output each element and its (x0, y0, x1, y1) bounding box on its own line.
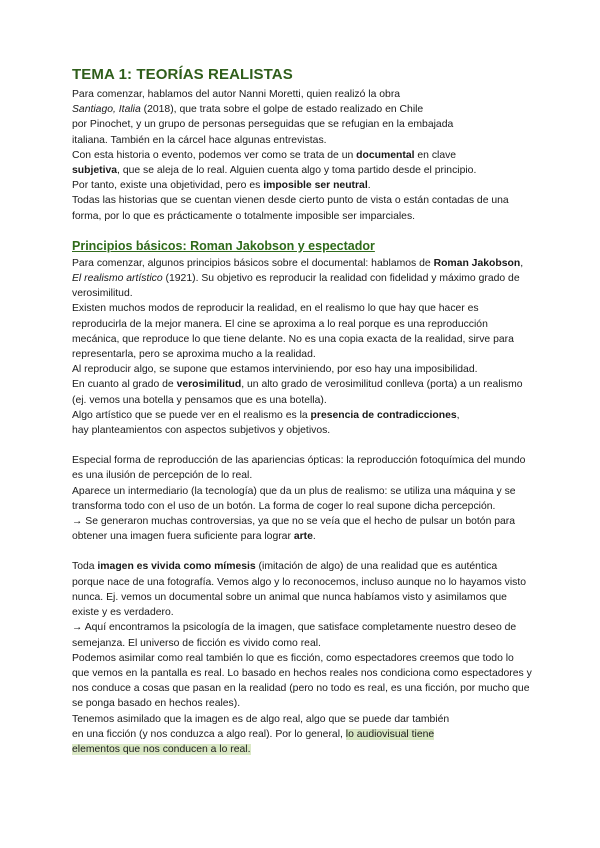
conclusion-paragraph: Tenemos asimilado que la imagen es de algo real, algo que se puede dar también en una ficción (y nos conduzca a algo real). Por lo general, lo audiovisual tiene elementos que nos conducen a lo real. (72, 713, 450, 755)
psicologia-paragraph: → Aquí encontramos la psicología de la imagen, que satisface completamente nuestro deseo de semejanza. El universo de ficción es vivido como real. (72, 622, 517, 649)
modos-paragraph: Existen muchos modos de reproducir la realidad, en el realismo lo que hay que hacer es reproducirla de la mejor manera. El cine se aproxima a lo real porque es una reproducción mecánica, que reproduce lo que tiene delante. No es una copia exacta de la realidad, sirve para representarla, pero se aproxima mucho a la realidad. (72, 303, 514, 361)
section-title-principios: Principios básicos: Roman Jakobson y espectador (72, 238, 375, 253)
ficcion-paragraph: Podemos asimilar como real también lo que es ficción, como espectadores creemos que todo lo que vemos en la pantalla es real. Lo basado en hechos reales nos condiciona como espectadores y nos conduce a cosas que pasan en la realidad (pero no todo es real, es una ficción, por mucho que se ponga basado en hechos reales). (72, 652, 532, 710)
page-title: TEMA 1: TEORÍAS REALISTAS (72, 66, 293, 83)
highlighted-text: elementos que nos conducen a lo real. (72, 743, 251, 755)
imposibilidad-paragraph: Al reproducir algo, se supone que estamos interviniendo, por eso hay una imposibilidad. (72, 364, 478, 376)
intro-paragraph: Para comenzar, hablamos del autor Nanni Moretti, quien realizó la obra Santiago, Italia (2018), que trata sobre el golpe de estado realizado en Chile por Pinochet, y un grupo de personas perseguidas que se refugian en la embajada italiana. También en la cárcel hace algunas entrevistas. (72, 89, 454, 146)
verosimilitud-paragraph: En cuanto al grado de verosimilitud, un alto grado de verosimilitud conlleva (porta) a un realismo (ej. vemos una botella y pensamos que es una botella). (72, 379, 523, 406)
document-page (72, 66, 532, 757)
documental-paragraph: Con esta historia o evento, podemos ver como se trata de un documental en clave subjetiva, que se aleja de lo real. Alguien cuenta algo y toma partido desde el principio. Por tanto, existe una objetividad, pero es imposible ser neutral. (72, 149, 477, 192)
jakobson-paragraph: Para comenzar, algunos principios básicos sobre el documental: hablamos de Roman Jakobson, El realismo artístico (1921). Su objetivo es reproducir la realidad con fidelidad y máximo grado de verosimilitud. (72, 257, 524, 300)
controversias-paragraph: → Se generaron muchas controversias, ya que no se veía que el hecho de pulsar un botón para obtener una imagen fuera suficiente para lograr arte. (72, 516, 516, 543)
intermediario-paragraph: Aparece un intermediario (la tecnología) que da un plus de realismo: se utiliza una máquina y se transforma todo con el uso de un botón. La forma de coger lo real supone dicha percepción. (72, 485, 516, 512)
reproduccion-paragraph: Especial forma de reproducción de las apariencias ópticas: la reproducción fotoquímica del mundo es una ilusión de percepción de lo real. (72, 455, 526, 482)
contradicciones-paragraph: Algo artístico que se puede ver en el realismo es la presencia de contradicciones, hay planteamientos con aspectos subjetivos y objetivos. (72, 409, 460, 437)
highlighted-text: lo audiovisual tiene (345, 728, 435, 740)
mimesis-paragraph: Toda imagen es vivida como mímesis (imitación de algo) de una realidad que es auténtica porque nace de una fotografía. Vemos algo y lo reconocemos, incluso aunque no lo hayamos visto nunca. Ej. vemos un documental sobre un animal que nunca habíamos visto y asimilamos que existe y es verdadero. (72, 561, 527, 619)
historias-paragraph: Todas las historias que se cuentan vienen desde cierto punto de vista o están contadas de una forma, por lo que es prácticamente o totalmente imposible ser imparciales. (72, 195, 509, 222)
